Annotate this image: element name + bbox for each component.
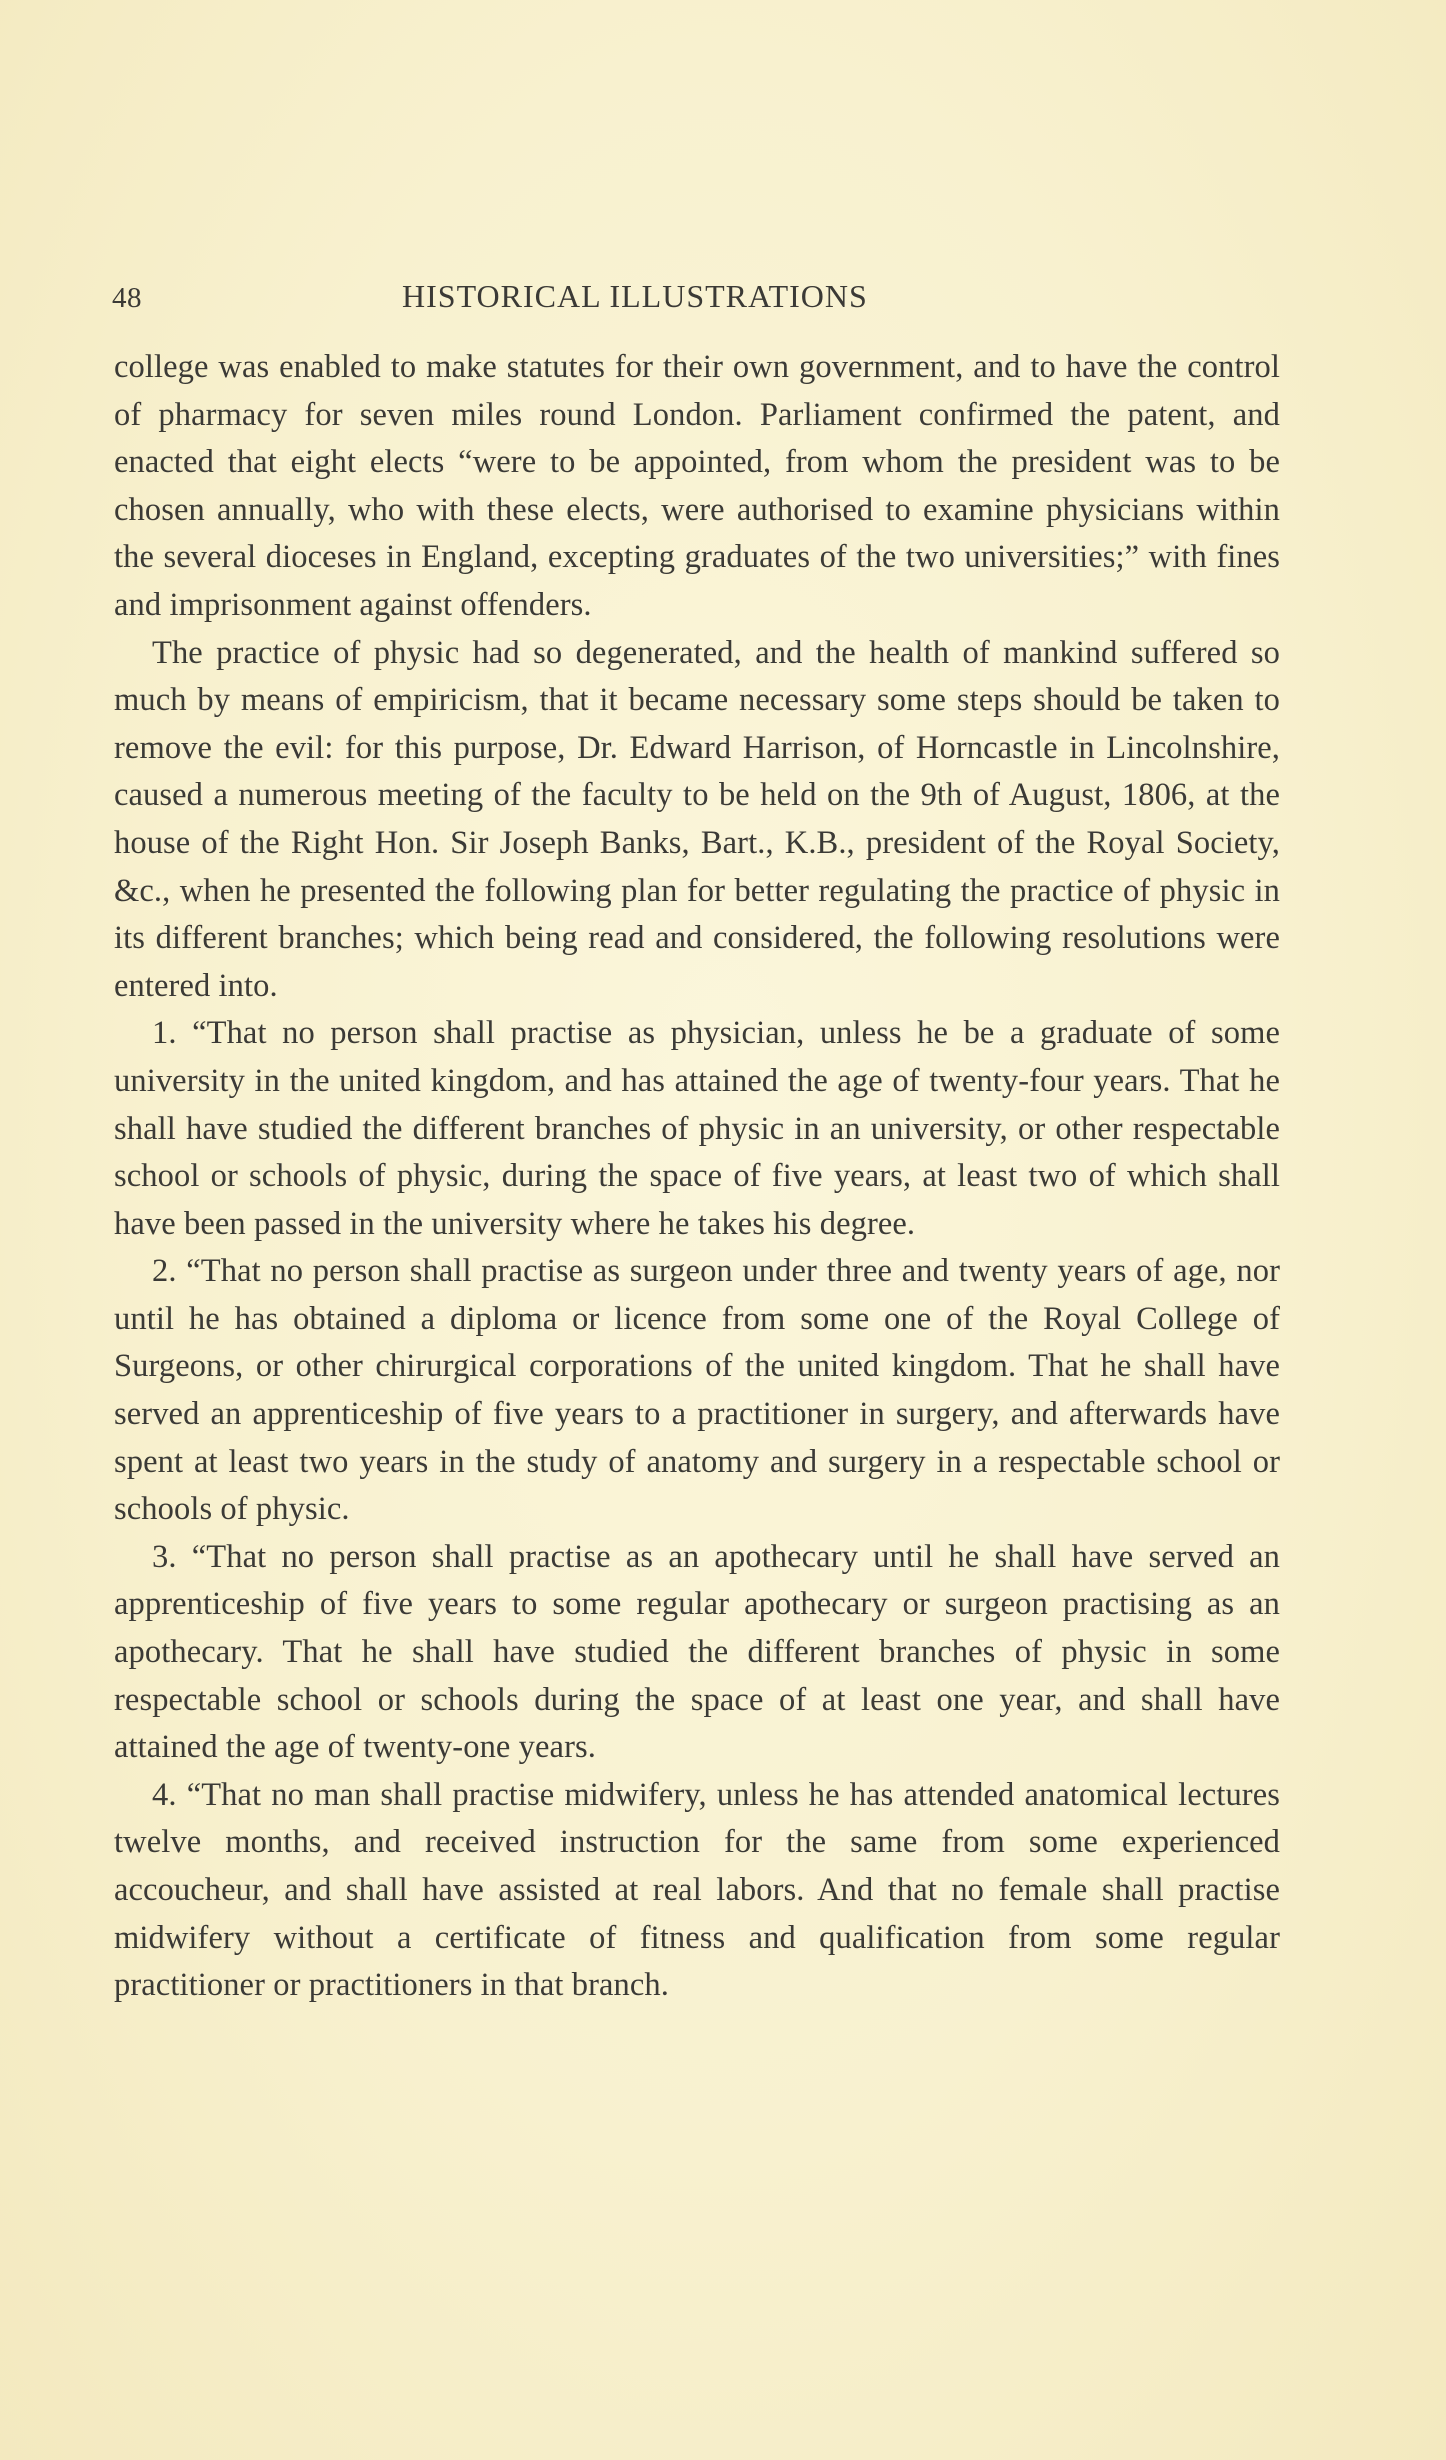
page-number: 48 — [112, 282, 142, 314]
resolution-4 — [114, 1772, 1280, 2010]
resolution-2 — [114, 1248, 1280, 1534]
resolution-number: 3. — [152, 1538, 177, 1575]
resolution-number: 2. — [152, 1253, 177, 1290]
resolution-number: 4. — [152, 1776, 177, 1813]
resolution-text: “That no person shall practise as physician, unless he be a graduate of some university in the united kingdom, and has attained the age of twenty-four years. That he shall have studied the different branches of physic in an university, or other respectable school or schools of physic, during the space of five years, at least two of which shall have been passed in the university where he takes his degree. — [114, 1015, 1280, 1242]
paragraph-continuation: college was enabled to make statutes for their own government, and to have the control of pharmacy for seven miles round London. Parliament confirmed the patent, and enacted that eight elects “were to be appointed, from whom the president was to be chosen annually, who with these elects, were authorised to examine physicians within the several dioceses in England, excepting graduates of the two universities;” with fines and imprisonment against offenders. — [114, 349, 1280, 623]
running-title: HISTORICAL ILLUSTRATIONS — [402, 278, 868, 314]
resolution-text: “That no person shall practise as surgeon under three and twenty years of age, nor until he has obtained a diploma or licence from some one of the Royal College of Surgeons, or other chirurgical corporations of the united kingdom. That he shall have served an apprenticeship of five years to a practitioner in surgery, and afterwards have spent at least two years in the study of anatomy and surgery in a respectable school or schools of physic. — [114, 1253, 1280, 1528]
paragraph-practice-of-physic: The practice of physic had so degenerated, and the health of mankind suffered so much by means of empiricism, that it became necessary some steps should be taken to remove the evil: for this purpose, Dr. Edward Harrison, of Horncastle in Lincolnshire, caused a numerous meeting of the faculty to be held on the 9th of August, 1806, at the house of the Right Hon. Sir Joseph Banks, Bart., K.B., president of the Royal Society, &c., when he presented the following plan for better regulating the practice of physic in its different branches; which being read and considered, the following resolutions were entered into. — [114, 634, 1280, 1004]
resolution-3 — [114, 1534, 1280, 1772]
resolution-1 — [114, 1010, 1280, 1248]
page-header — [112, 274, 1280, 324]
resolution-number: 1. — [152, 1015, 177, 1052]
resolution-text: “That no man shall practise midwifery, unless he has attended anatomical lectures twelve months, and received instruction for the same from some experienced accoucheur, and shall have assisted at real labors. And that no female shall practise midwifery without a certificate of fitness and qualification from some regular practitioner or practitioners in that branch. — [114, 1776, 1280, 2004]
body-text — [114, 344, 1280, 2010]
resolution-text: “That no person shall practise as an apothecary until he shall have served an apprenticeship of five years to some regular apothecary or surgeon practising as an apothecary. That he shall have studied the different branches of physic in some respectable school or schools during the space of at least one year, and shall have attained the age of twenty-one years. — [114, 1538, 1280, 1766]
